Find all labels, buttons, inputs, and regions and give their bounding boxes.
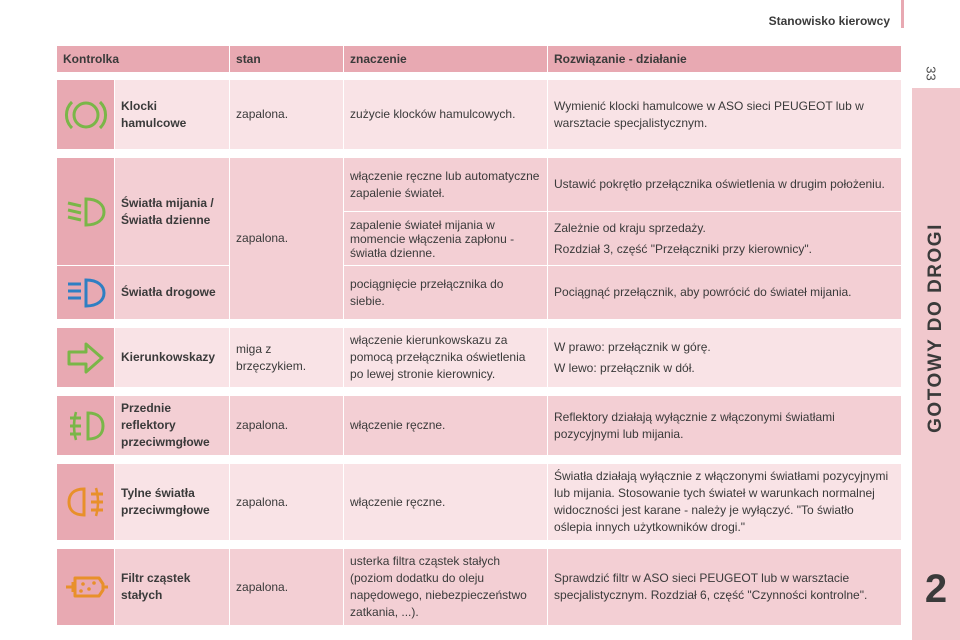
lamp-icon-cell [57,396,115,456]
lamp-meaning: włączenie ręczne. [344,396,548,456]
turn-signal-icon [64,340,108,376]
lamp-action: Pociągnąć przełącznik, aby powrócić do świateł mijania. [548,266,902,320]
lamp-state: zapalona. [230,464,344,541]
lamp-action: Ustawić pokrętło przełącznika oświetlenia w drugim położeniu. [548,158,902,212]
warning-lamps-table [57,46,902,626]
lamp-icon-cell [57,549,115,626]
lamp-icon-cell [57,80,115,150]
table-header-row [57,46,902,72]
lamp-name: Filtr cząstek stałych [115,549,230,626]
rear-fog-lamp-icon [64,484,108,520]
lamp-name: Kierunkowskazy [115,328,230,388]
chapter-number: 2 [924,567,948,611]
dipped-beam-icon [64,195,108,229]
lamp-icon-cell [57,464,115,541]
lamp-action [548,328,902,388]
lamp-name: Przednie reflektory przeciwmgłowe [115,396,230,456]
table-row [57,549,902,626]
lamp-action-line: Rozdział 3, część "Przełączniki przy kierownicy". [554,241,812,256]
lamp-action-line: W lewo: przełącznik w dół. [554,360,695,375]
lamp-icon-cell [57,266,115,320]
lamp-meaning: zapalenie świateł mijania w momencie włączenia zapłonu - światła dzienne. [344,212,548,266]
lamp-name: Światła mijania / Światła dzienne [115,158,230,266]
header-rule [901,0,904,28]
lamp-action: Reflektory działają wyłącznie z włączonymi światłami pozycyjnymi lub mijania. [548,396,902,456]
front-fog-lamp-icon [64,408,108,444]
table-row [57,396,902,456]
main-beam-icon [64,276,108,310]
lamp-action: Światła działają wyłącznie z włączonymi światłami pozycyjnymi lub mijania. Stosowanie tych świateł w warunkach normalnej widoczności jest karane - należy je wyłączyć. "To światło oślepia innych użytkowników drogi." [548,464,902,541]
page-number: 33 [923,66,939,81]
lamp-state: zapalona. [230,396,344,456]
table-row [57,464,902,541]
lamp-state: miga z brzęczykiem. [230,328,344,388]
chapter-side-tab [912,88,960,640]
table-row [57,158,902,212]
lamp-name: Światła drogowe [115,266,230,320]
table-row [57,328,902,388]
lamp-meaning: pociągnięcie przełącznika do siebie. [344,266,548,320]
table-row [57,80,902,150]
lamp-name: Klocki hamulcowe [115,80,230,150]
lamp-action [548,212,902,266]
lamp-name: Tylne światła przeciwmgłowe [115,464,230,541]
column-header-lamp: Kontrolka [57,46,230,72]
lamp-action: Wymienić klocki hamulcowe w ASO sieci PEUGEOT lub w warsztacie specjalistycznym. [548,80,902,150]
lamp-icon-cell [57,328,115,388]
table-row [57,266,902,320]
lamp-action-line: W prawo: przełącznik w górę. [554,339,711,354]
lamp-action-line: Zależnie od kraju sprzedaży. [554,220,706,235]
lamp-state: zapalona. [230,549,344,626]
lamp-meaning: włączenie kierunkowskazu za pomocą przełącznika oświetlenia po lewej stronie kierownicy. [344,328,548,388]
lamp-state: zapalona. [230,158,344,320]
column-header-meaning: znaczenie [344,46,548,72]
lamp-meaning: zużycie klocków hamulcowych. [344,80,548,150]
brake-pad-warning-icon [64,95,108,135]
lamp-meaning: włączenie ręczne lub automatyczne zapalenie świateł. [344,158,548,212]
lamp-action: Sprawdzić filtr w ASO sieci PEUGEOT lub w warsztacie specjalistycznym. Rozdział 6, część "Czynności kontrolne". [548,549,902,626]
lamp-state: zapalona. [230,80,344,150]
particle-filter-icon [63,570,109,604]
lamp-meaning: usterka filtra cząstek stałych (poziom dodatku do oleju napędowego, niebezpieczeństwo zatkania, ...). [344,549,548,626]
chapter-title: GOTOWY DO DROGI [925,223,946,433]
column-header-action: Rozwiązanie - działanie [548,46,902,72]
column-header-state: stan [230,46,344,72]
lamp-icon-cell [57,158,115,266]
lamp-meaning: włączenie ręczne. [344,464,548,541]
page-header-title: Stanowisko kierowcy [768,14,890,28]
